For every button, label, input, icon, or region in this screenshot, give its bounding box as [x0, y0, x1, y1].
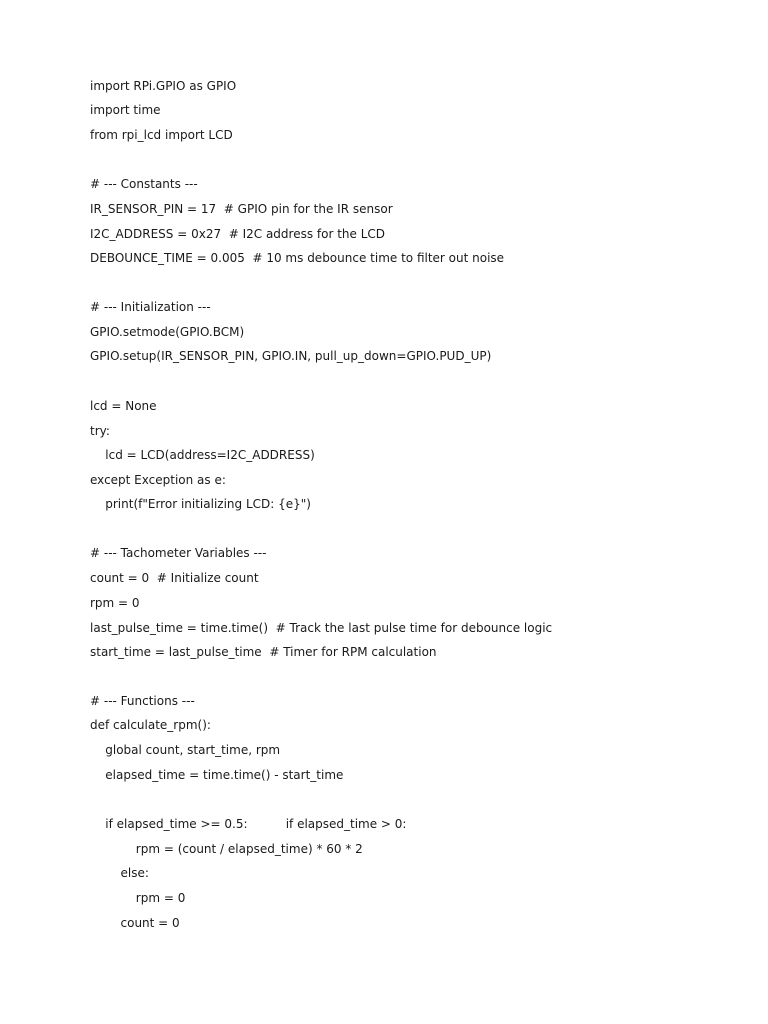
- code-line: lcd = LCD(address=I2C_ADDRESS): [90, 448, 315, 462]
- code-line: GPIO.setmode(GPIO.BCM): [90, 325, 245, 339]
- code-line: start_time = last_pulse_time # Timer for RPM calculation: [90, 645, 437, 659]
- code-line: rpm = (count / elapsed_time) * 60 * 2: [90, 842, 363, 856]
- code-line: IR_SENSOR_PIN = 17 # GPIO pin for the IR sensor: [90, 202, 393, 216]
- code-line: try:: [90, 424, 110, 438]
- code-line: last_pulse_time = time.time() # Track the last pulse time for debounce logic: [90, 621, 553, 635]
- code-line: elapsed_time = time.time() - start_time: [90, 768, 344, 782]
- code-line: # --- Tachometer Variables ---: [90, 546, 267, 560]
- code-line: import time: [90, 103, 161, 117]
- code-line: except Exception as e:: [90, 473, 226, 487]
- code-line: I2C_ADDRESS = 0x27 # I2C address for the LCD: [90, 227, 386, 241]
- code-line: count = 0 # Initialize count: [90, 571, 259, 585]
- code-line: GPIO.setup(IR_SENSOR_PIN, GPIO.IN, pull_up_down=GPIO.PUD_UP): [90, 349, 492, 363]
- code-line: def calculate_rpm():: [90, 718, 211, 732]
- code-line: rpm = 0: [90, 596, 140, 610]
- code-line: count = 0: [90, 916, 180, 930]
- code-line: print(f"Error initializing LCD: {e}"): [90, 497, 311, 511]
- code-line: global count, start_time, rpm: [90, 743, 281, 757]
- code-line: # --- Functions ---: [90, 694, 195, 708]
- code-line: import RPi.GPIO as GPIO: [90, 79, 237, 93]
- code-line: DEBOUNCE_TIME = 0.005 # 10 ms debounce time to filter out noise: [90, 251, 505, 265]
- code-line: # --- Constants ---: [90, 177, 198, 191]
- code-line: # --- Initialization ---: [90, 300, 211, 314]
- code-line: if elapsed_time >= 0.5: if elapsed_time > 0:: [90, 817, 407, 831]
- code-line: else:: [90, 866, 149, 880]
- code-line: lcd = None: [90, 399, 157, 413]
- code-line: from rpi_lcd import LCD: [90, 128, 233, 142]
- code-line: rpm = 0: [90, 891, 186, 905]
